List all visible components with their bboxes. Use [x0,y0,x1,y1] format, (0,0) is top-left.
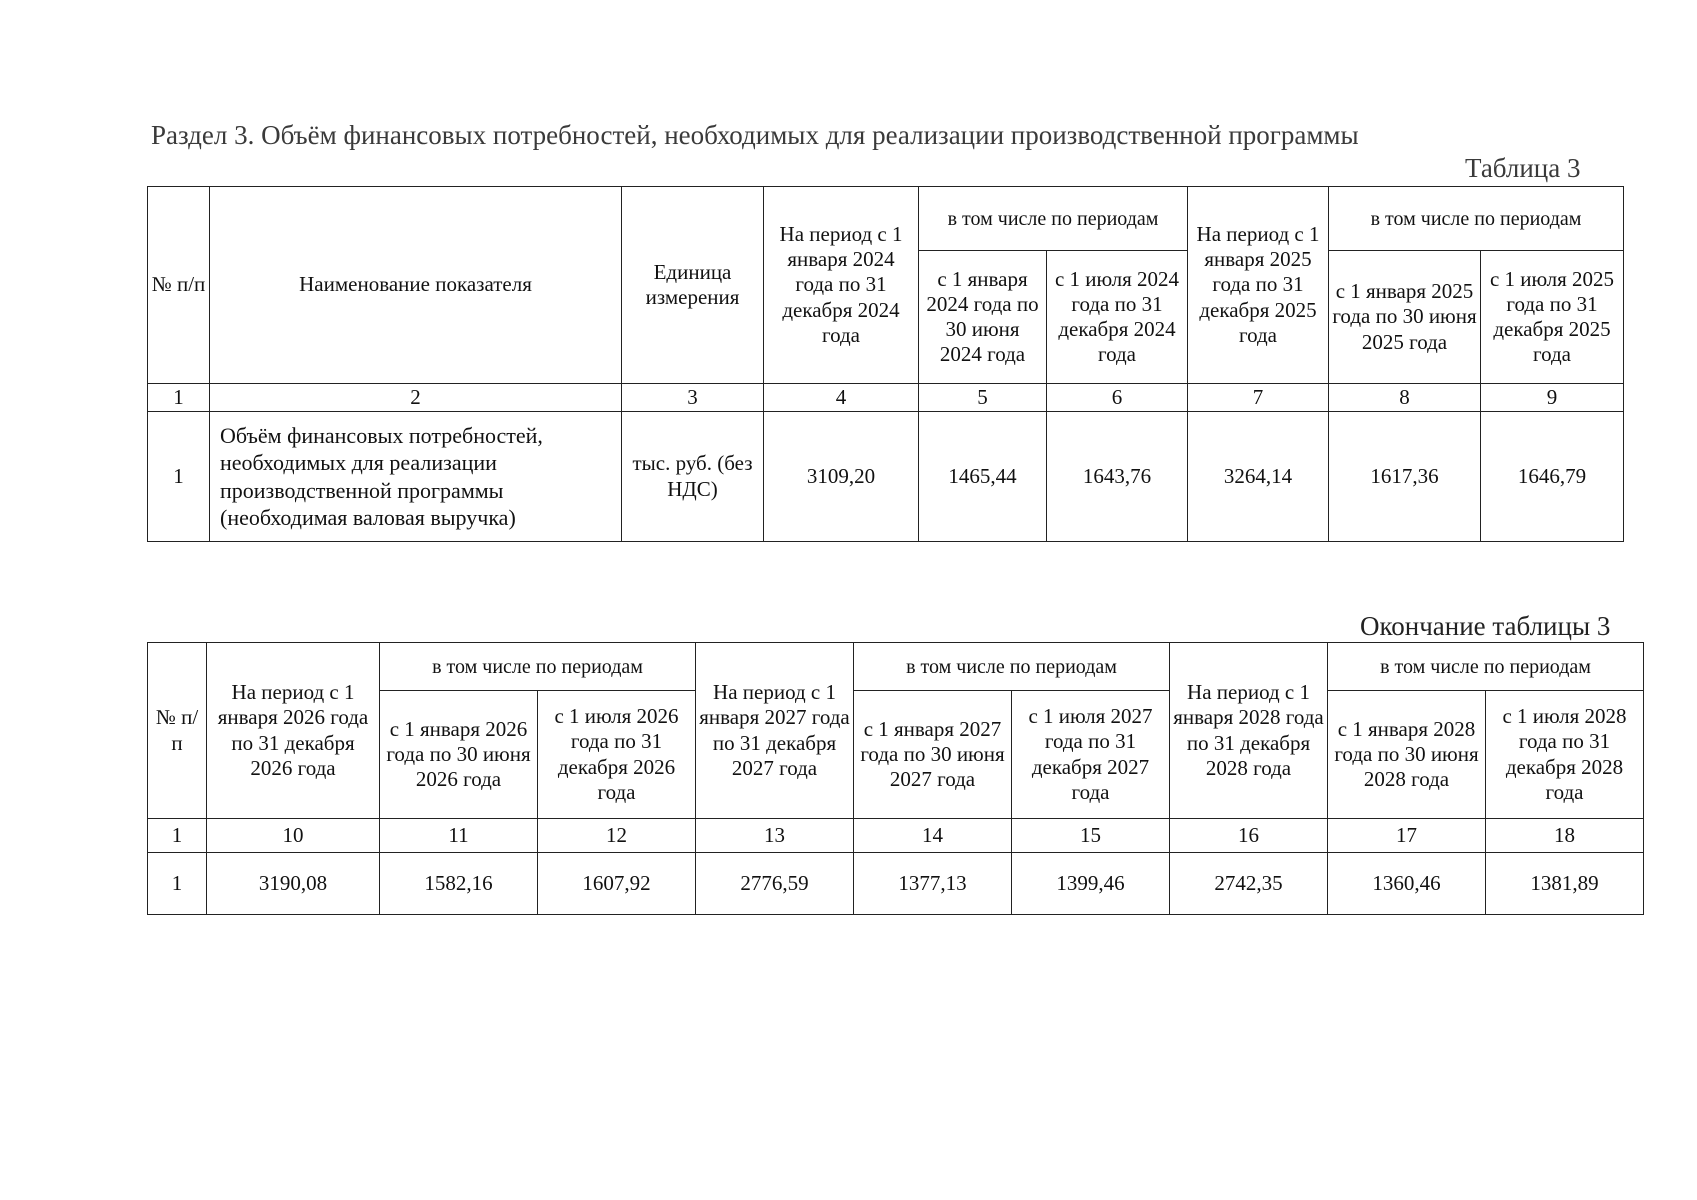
column-number: 2 [210,384,622,412]
column-number-row [148,384,1624,412]
header-h1-2025: с 1 января 2025 года по 30 июня 2025 года [1329,251,1481,384]
value-cell: 1582,16 [380,853,538,915]
column-number: 7 [1188,384,1329,412]
column-number: 5 [919,384,1047,412]
header-h1-2027: с 1 января 2027 года по 30 июня 2027 года [854,691,1012,819]
header-group-2028: в том числе по периодам [1328,643,1644,691]
column-number: 9 [1481,384,1624,412]
row-unit: тыс. руб. (без НДС) [622,412,764,542]
column-number: 10 [207,819,380,853]
column-number: 13 [696,819,854,853]
section-title: Раздел 3. Объём финансовых потребностей, необходимых для реализации производственной программы [151,120,1359,150]
row-num: 1 [148,412,210,542]
value-cell: 1465,44 [919,412,1047,542]
header-period-2028: На период с 1 января 2028 года по 31 декабря 2028 года [1170,643,1328,819]
column-number: 11 [380,819,538,853]
header-num: № п/п [148,187,210,384]
header-unit: Единица измерения [622,187,764,384]
header-period-2027: На период с 1 января 2027 года по 31 декабря 2027 года [696,643,854,819]
table-continuation-label: Окончание таблицы 3 [1360,611,1611,641]
column-number: 16 [1170,819,1328,853]
header-h2-2025: с 1 июля 2025 года по 31 декабря 2025 года [1481,251,1624,384]
value-cell: 1399,46 [1012,853,1170,915]
column-number: 18 [1486,819,1644,853]
financial-needs-table [147,186,1624,542]
table-label: Таблица 3 [1465,153,1581,183]
row-num: 1 [148,853,207,915]
value-cell: 1360,46 [1328,853,1486,915]
header-indicator-name: Наименование показателя [210,187,622,384]
header-h2-2027: с 1 июля 2027 года по 31 декабря 2027 года [1012,691,1170,819]
header-group-2027: в том числе по периодам [854,643,1170,691]
column-number: 1 [148,819,207,853]
header-period-2026: На период с 1 января 2026 года по 31 декабря 2026 года [207,643,380,819]
table-row [148,853,1644,915]
header-h1-2026: с 1 января 2026 года по 30 июня 2026 года [380,691,538,819]
column-number: 4 [764,384,919,412]
header-period-2024: На период с 1 января 2024 года по 31 декабря 2024 года [764,187,919,384]
header-group-2025: в том числе по периодам [1329,187,1624,251]
header-h2-2028: с 1 июля 2028 года по 31 декабря 2028 года [1486,691,1644,819]
value-cell: 1643,76 [1047,412,1188,542]
table-row [148,412,1624,542]
header-group-2024: в том числе по периодам [919,187,1188,251]
financial-needs-table-continuation [147,642,1644,915]
header-period-2025: На период с 1 января 2025 года по 31 декабря 2025 года [1188,187,1329,384]
value-cell: 2742,35 [1170,853,1328,915]
value-cell: 1617,36 [1329,412,1481,542]
header-h1-2024: с 1 января 2024 года по 30 июня 2024 года [919,251,1047,384]
column-number: 6 [1047,384,1188,412]
header-group-2026: в том числе по периодам [380,643,696,691]
value-cell: 1381,89 [1486,853,1644,915]
column-number-row [148,819,1644,853]
value-cell: 1607,92 [538,853,696,915]
column-number: 8 [1329,384,1481,412]
row-indicator-name: Объём финансовых потребностей, необходимых для реализации производственной программы (необходимая валовая выручка) [210,412,622,542]
column-number: 1 [148,384,210,412]
value-cell: 3190,08 [207,853,380,915]
column-number: 15 [1012,819,1170,853]
column-number: 12 [538,819,696,853]
value-cell: 1377,13 [854,853,1012,915]
header-num: № п/п [148,643,207,819]
column-number: 14 [854,819,1012,853]
value-cell: 1646,79 [1481,412,1624,542]
header-h1-2028: с 1 января 2028 года по 30 июня 2028 года [1328,691,1486,819]
value-cell: 2776,59 [696,853,854,915]
value-cell: 3109,20 [764,412,919,542]
column-number: 3 [622,384,764,412]
column-number: 17 [1328,819,1486,853]
header-h2-2024: с 1 июля 2024 года по 31 декабря 2024 года [1047,251,1188,384]
header-h2-2026: с 1 июля 2026 года по 31 декабря 2026 года [538,691,696,819]
value-cell: 3264,14 [1188,412,1329,542]
